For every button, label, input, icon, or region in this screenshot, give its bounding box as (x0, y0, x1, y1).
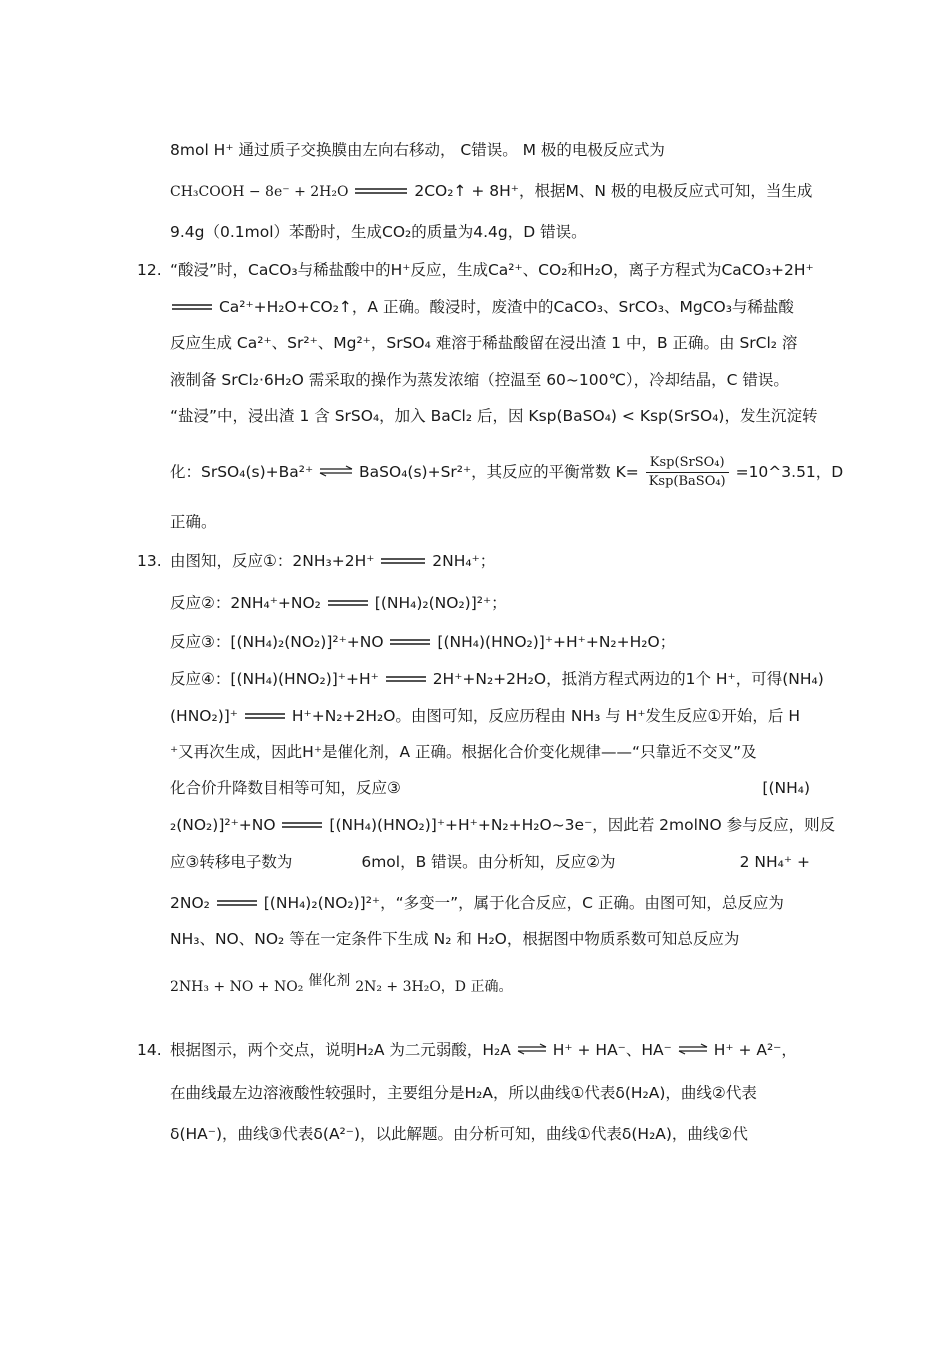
text-line: “酸浸”时，CaCO₃与稀盐酸中的H⁺反应，生成Ca²⁺、CO₂和H₂O，离子方程式为CaCO₃+2H⁺ (170, 261, 814, 279)
text-line: CH₃COOH − 8e⁻ + 2H₂O 2CO₂↑ + 8H⁺，根据M、N 极的电极反应式可知，当生成 (170, 182, 813, 200)
text-line: (HNO₂)]⁺ H⁺+N₂+2H₂O。由图可知，反应历程由 NH₃ 与 H⁺发生反应①开始，后 H (170, 707, 800, 725)
text-line: 液制备 SrCl₂·6H₂O 需采取的操作为蒸发浓缩（控温至 60~100℃），冷却结晶，C 错误。 (170, 371, 789, 389)
text-line: 2NH₃ + NO + NO₂ 催化剂 2N₂ + 3H₂O，D 正确。 (170, 973, 513, 995)
equals-sign-icon (215, 898, 259, 908)
text-line: 正确。 (170, 513, 217, 531)
text-line: Ca²⁺+H₂O+CO₂↑，A 正确。酸浸时，废渣中的CaCO₃、SrCO₃、MgCO₃与稀盐酸 (170, 297, 830, 317)
text-line: 2NO₂ [(NH₄)₂(NO₂)]²⁺，“多变一”，属于化合反应，C 正确。由图可知，总反应为 (170, 894, 784, 912)
equals-sign-icon (280, 820, 324, 830)
text-line: 化合价升降数目相等可知，反应③ [(NH₄) (170, 779, 810, 797)
text-line: ₂(NO₂)]²⁺+NO [(NH₄)(HNO₂)]⁺+H⁺+N₂+H₂O~3e⁻，因此若 2molNO 参与反应，则反 (170, 816, 836, 834)
text-line: 在曲线最左边溶液酸性较强时，主要组分是H₂A，所以曲线①代表δ(H₂A)，曲线②代表 (170, 1084, 757, 1102)
equilibrium-arrow-icon (318, 465, 354, 477)
text-line: 由图知，反应①：2NH₃+2H⁺ 2NH₄⁺； (170, 552, 496, 570)
equals-sign-icon (384, 674, 428, 684)
text-line: 应③转移电子数为 6mol，B 错误。由分析知，反应②为 2 NH₄⁺ + (170, 853, 810, 871)
text-line: NH₃、NO、NO₂ 等在一定条件下生成 N₂ 和 H₂O，根据图中物质系数可知总反应为 (170, 930, 740, 948)
equals-sign-icon (353, 186, 409, 196)
text-line: 反应③：[(NH₄)₂(NO₂)]²⁺+NO [(NH₄)(HNO₂)]⁺+H⁺+N₂+H₂O； (170, 633, 676, 651)
text-line: “盐浸”中，浸出渣 1 含 SrSO₄，加入 BaCl₂ 后，因 Ksp(BaSO₄) < Ksp(SrSO₄)，发生沉淀转 (170, 407, 818, 425)
equals-sign-icon (388, 637, 432, 647)
equilibrium-arrow-icon (516, 1043, 548, 1055)
equals-sign-icon (170, 302, 214, 312)
text-line: δ(HA⁻)，曲线③代表δ(A²⁻)，以此解题。由分析可知，曲线①代表δ(H₂A)，曲线②代 (170, 1125, 748, 1143)
equals-sign-icon (326, 598, 370, 608)
question-number: 13. (137, 552, 162, 570)
equilibrium-arrow-icon (677, 1043, 709, 1055)
text-line: 反应②：2NH₄⁺+NO₂ [(NH₄)₂(NO₂)]²⁺； (170, 594, 507, 612)
text-line: 反应④：[(NH₄)(HNO₂)]⁺+H⁺ 2H⁺+N₂+2H₂O，抵消方程式两边的1个 H⁺，可得(NH₄) (170, 670, 824, 688)
equals-sign-icon (243, 711, 287, 721)
text-line: 反应生成 Ca²⁺、Sr²⁺、Mg²⁺，SrSO₄ 难溶于稀盐酸留在浸出渣 1 中，B 正确。由 SrCl₂ 溶 (170, 334, 798, 352)
equals-sign-icon (379, 556, 427, 566)
text-line: 化：SrSO₄(s)+Ba²⁺ BaSO₄(s)+Sr²⁺，其反应的平衡常数 K= $\frac{\text{Ksp(SrSO₄)}}{\text{Ksp(BaSO₄)}}$ =10^3.51，D (170, 455, 844, 489)
equilibrium-constant-fraction: $\frac{\text{Ksp(SrSO₄)}}{\text{Ksp(BaSO₄)}}$ (646, 455, 729, 490)
text-line: 8mol H⁺ 通过质子交换膜由左向右移动， C错误。 M 极的电极反应式为 (170, 141, 665, 159)
text-line: 9.4g（0.1mol）苯酚时，生成CO₂的质量为4.4g，D 错误。 (170, 223, 587, 241)
text-line: 根据图示，两个交点，说明H₂A 为二元弱酸，H₂A H⁺ + HA⁻、HA⁻ H⁺ + A²⁻， (170, 1041, 797, 1059)
question-number: 12. (137, 261, 162, 279)
text-line: ⁺又再次生成，因此H⁺是催化剂，A 正确。根据化合价变化规律——“只靠近不交叉”及 (170, 743, 757, 761)
question-number: 14. (137, 1041, 162, 1059)
